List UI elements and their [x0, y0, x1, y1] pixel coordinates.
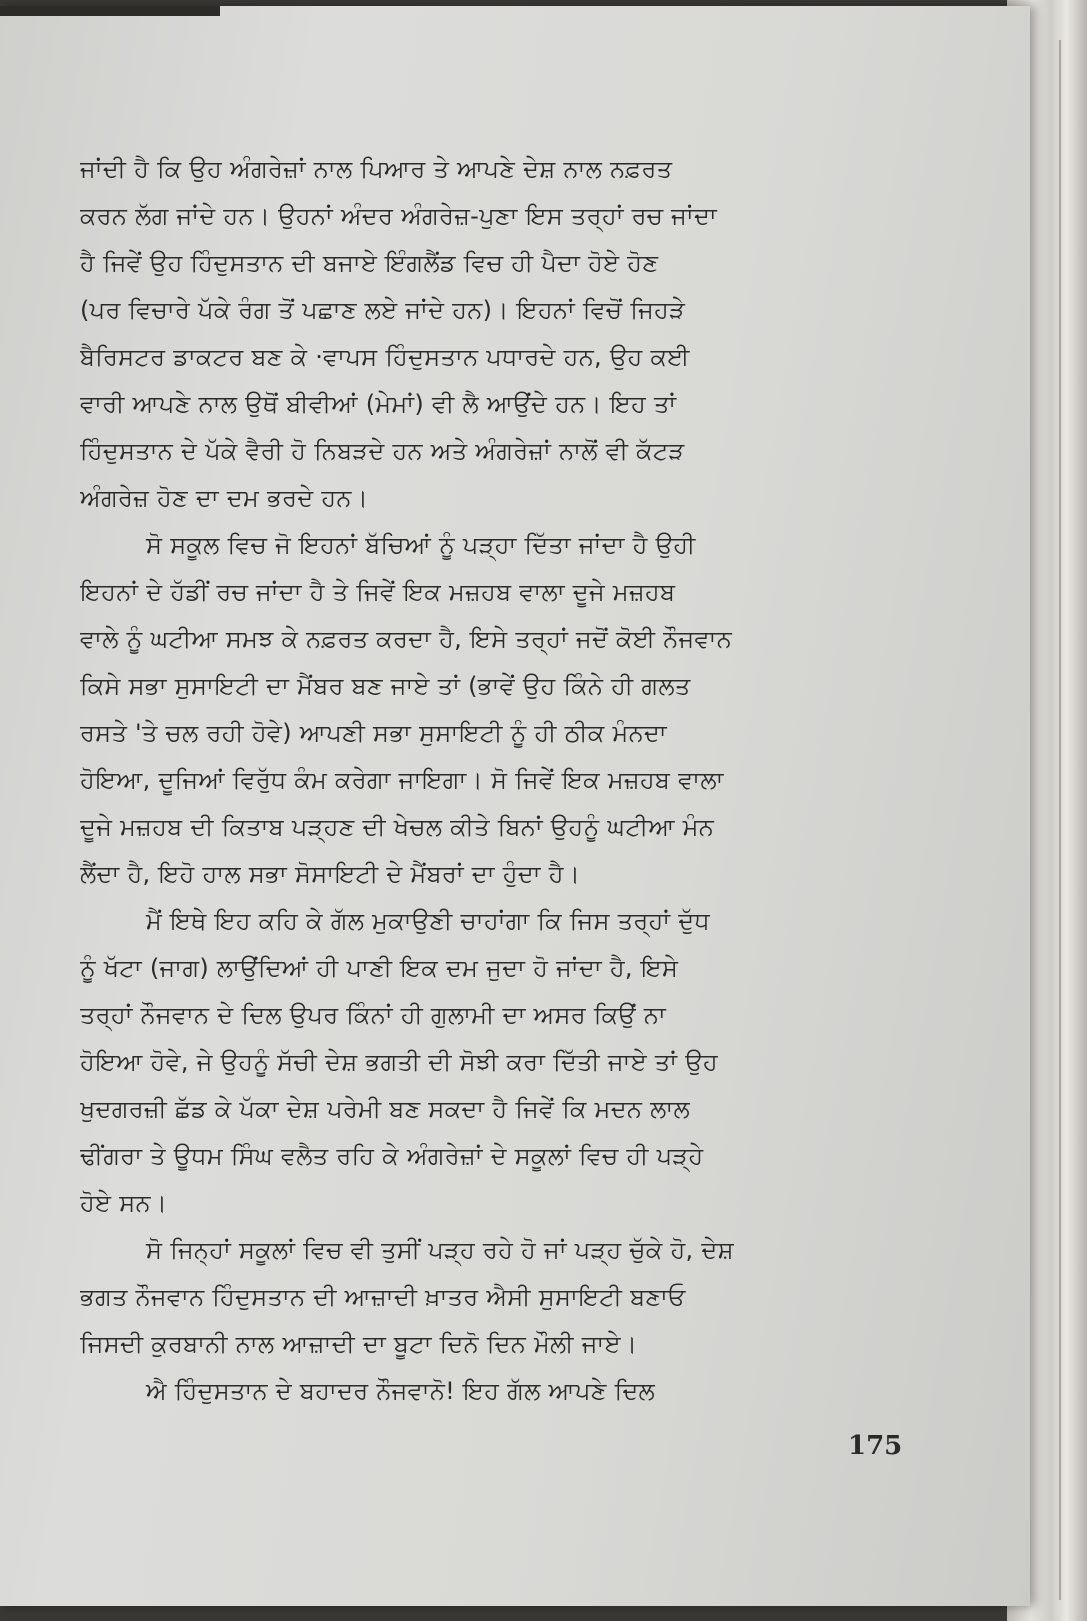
- text-line: ਬੈਰਿਸਟਰ ਡਾਕਟਰ ਬਣ ਕੇ ·ਵਾਪਸ ਹਿੰਦੁਸਤਾਨ ਪਧਾਰਦੇ ਹਨ, ਉਹ ਕਈ: [80, 343, 690, 371]
- body-text: [80, 146, 908, 1415]
- book-page: [0, 6, 1030, 1606]
- text-line: ਸੋ ਸਕੂਲ ਵਿਚ ਜੋ ਇਹਨਾਂ ਬੱਚਿਆਂ ਨੂੰ ਪੜ੍ਹਾ ਦਿੱਤਾ ਜਾਂਦਾ ਹੈ ਉਹੀ: [146, 531, 696, 559]
- text-line: ਇਹਨਾਂ ਦੇ ਹੱਡੀਂ ਰਚ ਜਾਂਦਾ ਹੈ ਤੇ ਜਿਵੇਂ ਇਕ ਮਜ਼ਹਬ ਵਾਲਾ ਦੂਜੇ ਮਜ਼ਹਬ: [80, 578, 676, 606]
- text-line: (ਪਰ ਵਿਚਾਰੇ ਪੱਕੇ ਰੰਗ ਤੋਂ ਪਛਾਣ ਲਏ ਜਾਂਦੇ ਹਨ)। ਇਹਨਾਂ ਵਿਚੋਂ ਜਿਹੜੇ: [80, 296, 686, 324]
- text-line: ਢੀਂਗਰਾ ਤੇ ਊਧਮ ਸਿੰਘ ਵਲੈਤ ਰਹਿ ਕੇ ਅੰਗਰੇਜ਼ਾਂ ਦੇ ਸਕੂਲਾਂ ਵਿਚ ਹੀ ਪੜ੍ਹੇ: [80, 1142, 704, 1170]
- text-line: ਨੂੰ ਖੱਟਾ (ਜਾਗ) ਲਾਉਂਦਿਆਂ ਹੀ ਪਾਣੀ ਇਕ ਦਮ ਜੁਦਾ ਹੋ ਜਾਂਦਾ ਹੈ, ਇਸੇ: [80, 954, 679, 982]
- text-line: ਕਿਸੇ ਸਭਾ ਸੁਸਾਇਟੀ ਦਾ ਮੈਂਬਰ ਬਣ ਜਾਏ ਤਾਂ (ਭਾਵੇਂ ਉਹ ਕਿੰਨੇ ਹੀ ਗਲਤ: [80, 672, 691, 700]
- text-line: ਵਾਲੇ ਨੂੰ ਘਟੀਆ ਸਮਝ ਕੇ ਨਫ਼ਰਤ ਕਰਦਾ ਹੈ, ਇਸੇ ਤਰ੍ਹਾਂ ਜਦੋਂ ਕੋਈ ਨੌਜਵਾਨ: [80, 625, 732, 653]
- text-line: ਜਾਂਦੀ ਹੈ ਕਿ ਉਹ ਅੰਗਰੇਜ਼ਾਂ ਨਾਲ ਪਿਆਰ ਤੇ ਆਪਣੇ ਦੇਸ਼ ਨਾਲ ਨਫ਼ਰਤ: [80, 155, 673, 183]
- text-line: ਹੋਇਆ, ਦੂਜਿਆਂ ਵਿਰੁੱਧ ਕੰਮ ਕਰੇਗਾ ਜਾਇਗਾ। ਸੋ ਜਿਵੇਂ ਇਕ ਮਜ਼ਹਬ ਵਾਲਾ: [80, 766, 724, 794]
- page-number: 175: [848, 1431, 903, 1461]
- text-line: ਸੋ ਜਿਨ੍ਹਾਂ ਸਕੂਲਾਂ ਵਿਚ ਵੀ ਤੁਸੀਂ ਪੜ੍ਹ ਰਹੇ ਹੋ ਜਾਂ ਪੜ੍ਹ ਚੁੱਕੇ ਹੋ, ਦੇਸ਼: [146, 1236, 734, 1264]
- text-line: ਹੋਏ ਸਨ।: [80, 1189, 168, 1217]
- text-line: ਵਾਰੀ ਆਪਣੇ ਨਾਲ ਉਥੋਂ ਬੀਵੀਆਂ (ਮੇਮਾਂ) ਵੀ ਲੈ ਆਉਂਦੇ ਹਨ। ਇਹ ਤਾਂ: [80, 390, 677, 418]
- text-line: ਭਗਤ ਨੌਜਵਾਨ ਹਿੰਦੁਸਤਾਨ ਦੀ ਆਜ਼ਾਦੀ ਖ਼ਾਤਰ ਐਸੀ ਸੁਸਾਇਟੀ ਬਣਾਓ: [80, 1283, 686, 1311]
- text-line: ਜਿਸਦੀ ਕੁਰਬਾਨੀ ਨਾਲ ਆਜ਼ਾਦੀ ਦਾ ਬੂਟਾ ਦਿਨੋ ਦਿਨ ਮੌਲੀ ਜਾਏ।: [80, 1330, 638, 1358]
- text-line: ਅੰਗਰੇਜ਼ ਹੋਣ ਦਾ ਦਮ ਭਰਦੇ ਹਨ।: [80, 484, 369, 512]
- text-line: ਤਰ੍ਹਾਂ ਨੌਜਵਾਨ ਦੇ ਦਿਲ ਉਪਰ ਕਿੰਨਾਂ ਹੀ ਗੁਲਾਮੀ ਦਾ ਅਸਰ ਕਿਉਂ ਨਾ: [80, 1001, 667, 1029]
- text-line: ਐ ਹਿੰਦੁਸਤਾਨ ਦੇ ਬਹਾਦਰ ਨੌਜਵਾਨੋ! ਇਹ ਗੱਲ ਆਪਣੇ ਦਿਲ: [146, 1377, 656, 1405]
- text-line: ਹੋਇਆ ਹੋਵੇ, ਜੇ ਉਹਨੂੰ ਸੱਚੀ ਦੇਸ਼ ਭਗਤੀ ਦੀ ਸੋਝੀ ਕਰਾ ਦਿੱਤੀ ਜਾਏ ਤਾਂ ਉਹ: [80, 1048, 718, 1076]
- book-edge-line: [1059, 40, 1061, 1600]
- text-line: ਲੈਂਦਾ ਹੈ, ਇਹੋ ਹਾਲ ਸਭਾ ਸੋਸਾਇਟੀ ਦੇ ਮੈਂਬਰਾਂ ਦਾ ਹੁੰਦਾ ਹੈ।: [80, 860, 581, 888]
- page-top-edge-shadow: [0, 6, 220, 16]
- text-line: ਹਿੰਦੁਸਤਾਨ ਦੇ ਪੱਕੇ ਵੈਰੀ ਹੋ ਨਿਬੜਦੇ ਹਨ ਅਤੇ ਅੰਗਰੇਜ਼ਾਂ ਨਾਲੋਂ ਵੀ ਕੱਟੜ: [80, 437, 685, 465]
- text-line: ਰਸਤੇ 'ਤੇ ਚਲ ਰਹੀ ਹੋਵੇ) ਆਪਣੀ ਸਭਾ ਸੁਸਾਇਟੀ ਨੂੰ ਹੀ ਠੀਕ ਮੰਨਦਾ: [80, 719, 667, 747]
- text-line: ਖੁਦਗਰਜ਼ੀ ਛੱਡ ਕੇ ਪੱਕਾ ਦੇਸ਼ ਪਰੇਮੀ ਬਣ ਸਕਦਾ ਹੈ ਜਿਵੇਂ ਕਿ ਮਦਨ ਲਾਲ: [80, 1095, 691, 1123]
- text-line: ਹੈ ਜਿਵੇਂ ਉਹ ਹਿੰਦੁਸਤਾਨ ਦੀ ਬਜਾਏ ਇੰਗਲੈਂਡ ਵਿਚ ਹੀ ਪੈਦਾ ਹੋਏ ਹੋਣ: [80, 249, 659, 277]
- text-line: ਕਰਨ ਲੱਗ ਜਾਂਦੇ ਹਨ। ਉਹਨਾਂ ਅੰਦਰ ਅੰਗਰੇਜ਼-ਪੁਣਾ ਇਸ ਤਰ੍ਹਾਂ ਰਚ ਜਾਂਦਾ: [80, 202, 717, 230]
- text-line: ਦੂਜੇ ਮਜ਼ਹਬ ਦੀ ਕਿਤਾਬ ਪੜ੍ਹਣ ਦੀ ਖੇਚਲ ਕੀਤੇ ਬਿਨਾਂ ਉਹਨੂੰ ਘਟੀਆ ਮੰਨ: [80, 813, 715, 841]
- text-line: ਮੈਂ ਇਥੇ ਇਹ ਕਹਿ ਕੇ ਗੱਲ ਮੁਕਾਉਣੀ ਚਾਹਾਂਗਾ ਕਿ ਜਿਸ ਤਰ੍ਹਾਂ ਦੁੱਧ: [146, 907, 710, 935]
